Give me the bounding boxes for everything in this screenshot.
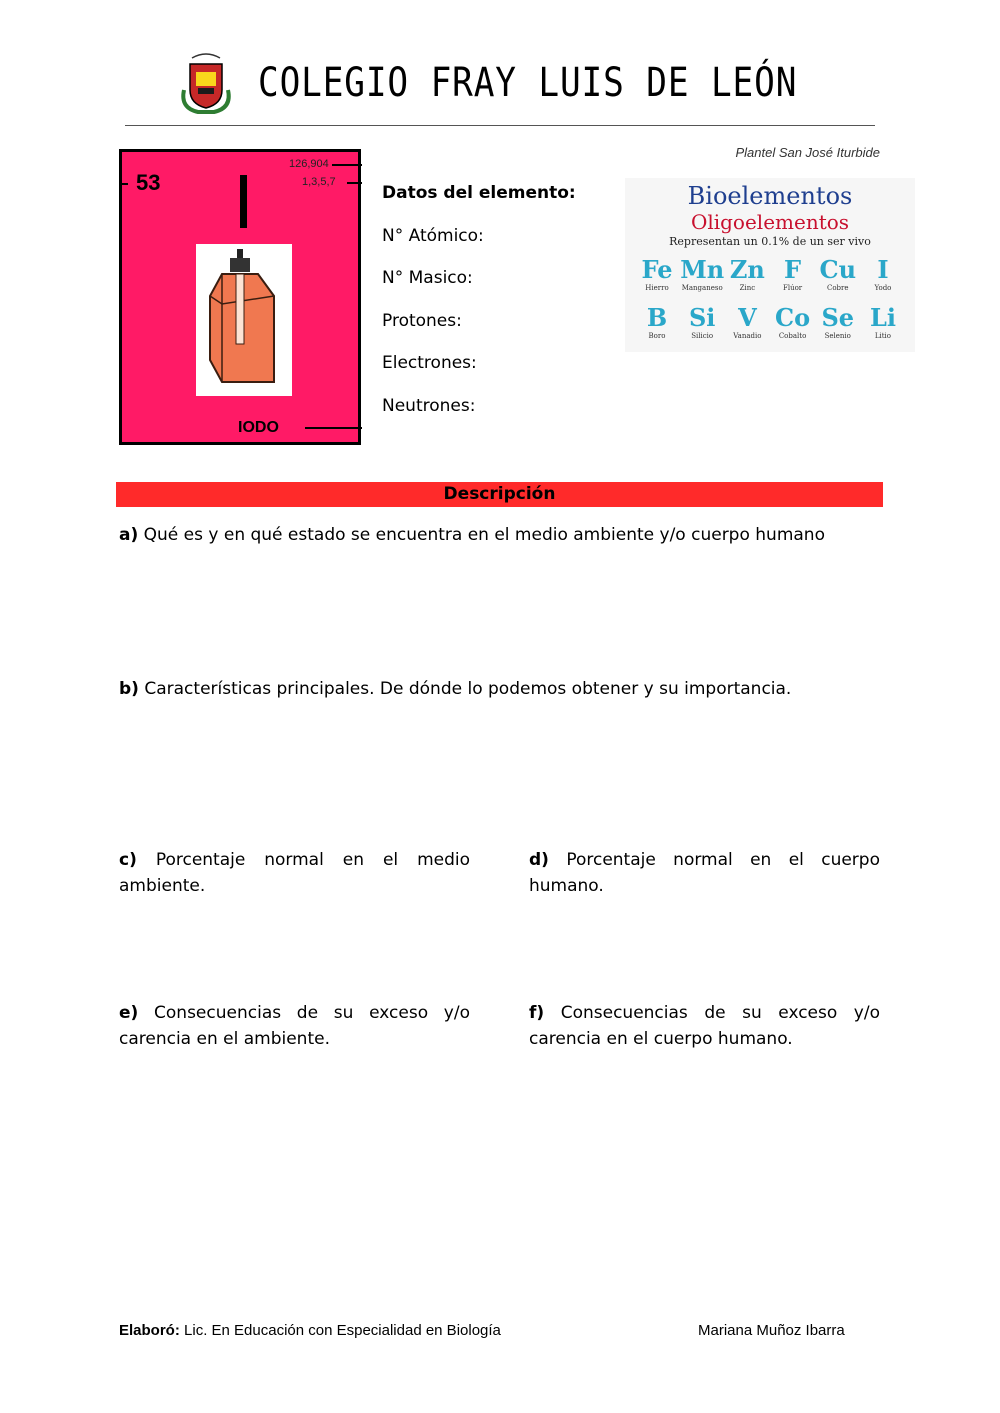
element-name-marker — [305, 427, 362, 429]
oligoelements-subtitle: Oligoelementos — [690, 210, 850, 234]
list-item: Se Selenio — [821, 303, 855, 340]
element-symbol — [240, 175, 247, 228]
school-crest-icon — [176, 50, 236, 116]
list-item: Li Litio — [869, 303, 896, 340]
oxidation-states-marker — [347, 182, 362, 184]
list-item: V Vanadio — [733, 303, 762, 340]
question-c-text: Porcentaje normal en el medio ambiente. — [119, 850, 471, 896]
campus-name: Plantel San José Iturbide — [735, 145, 880, 160]
question-b — [119, 676, 881, 702]
header-divider — [125, 125, 875, 126]
list-item: F Flúor — [782, 255, 803, 292]
question-c-label: c) — [119, 850, 137, 870]
element-card — [119, 149, 361, 445]
oligoelements-row-2 — [635, 304, 905, 340]
bioelements-panel — [625, 178, 915, 352]
footer-credit — [119, 1322, 501, 1339]
mass-number-field: N° Masico: — [382, 268, 473, 288]
question-d — [529, 847, 880, 899]
neutrons-field: Neutrones: — [382, 396, 476, 416]
protons-field: Protones: — [382, 311, 462, 331]
description-header — [116, 482, 883, 507]
list-item: Zn Zinc — [729, 255, 765, 292]
list-item: Mn Manganeso — [680, 255, 725, 292]
school-title: COLEGIO FRAY LUIS DE LEÓN — [258, 60, 798, 106]
atomic-number-marker — [120, 183, 128, 185]
atomic-mass: 126,904 — [289, 158, 329, 170]
question-f — [529, 1000, 880, 1052]
list-item: B Boro — [646, 303, 668, 340]
oxidation-states: 1,3,5,7 — [302, 176, 336, 188]
atomic-number: 53 — [136, 170, 161, 195]
oligoelements-row-1 — [635, 256, 905, 292]
question-c — [119, 847, 470, 899]
bioelements-title: Bioelementos — [687, 182, 853, 210]
question-d-text: Porcentaje normal en el cuerpo humano. — [529, 850, 880, 896]
list-item: Cu Cobre — [819, 255, 857, 292]
list-item: Co Cobalto — [775, 303, 811, 340]
question-e — [119, 1000, 470, 1052]
electrons-field: Electrones: — [382, 353, 477, 373]
atomic-number-field: N° Atómico: — [382, 226, 484, 246]
question-e-label: e) — [119, 1003, 139, 1023]
footer-author: Mariana Muñoz Ibarra — [698, 1322, 845, 1339]
footer-label: Elaboró: — [119, 1322, 180, 1339]
element-data-title: Datos del elemento: — [382, 183, 576, 203]
question-a — [119, 522, 881, 548]
list-item: I Yodo — [874, 255, 892, 292]
list-item: Fe Hierro — [641, 255, 673, 292]
question-b-label: b) — [119, 679, 139, 699]
question-a-text: Qué es y en qué estado se encuentra en el medio ambiente y/o cuerpo humano — [143, 525, 825, 545]
question-e-text: Consecuencias de su exceso y/o carencia en el ambiente. — [119, 1003, 470, 1049]
description-title: Descripción — [443, 484, 556, 504]
question-d-label: d) — [529, 850, 549, 870]
question-b-text: Características principales. De dónde lo podemos obtener y su importancia. — [144, 679, 792, 699]
oligoelements-caption: Representan un 0.1% de un ser vivo — [669, 235, 871, 248]
list-item: Si Silicio — [688, 303, 716, 340]
element-name: IODO — [238, 419, 279, 436]
question-f-label: f) — [529, 1003, 545, 1023]
question-f-text: Consecuencias de su exceso y/o carencia en el cuerpo humano. — [529, 1003, 880, 1049]
question-a-label: a) — [119, 525, 139, 545]
atomic-mass-marker — [332, 164, 362, 166]
iodine-bottle-icon — [196, 244, 292, 396]
footer-role: Lic. En Educación con Especialidad en Biología — [184, 1322, 501, 1339]
